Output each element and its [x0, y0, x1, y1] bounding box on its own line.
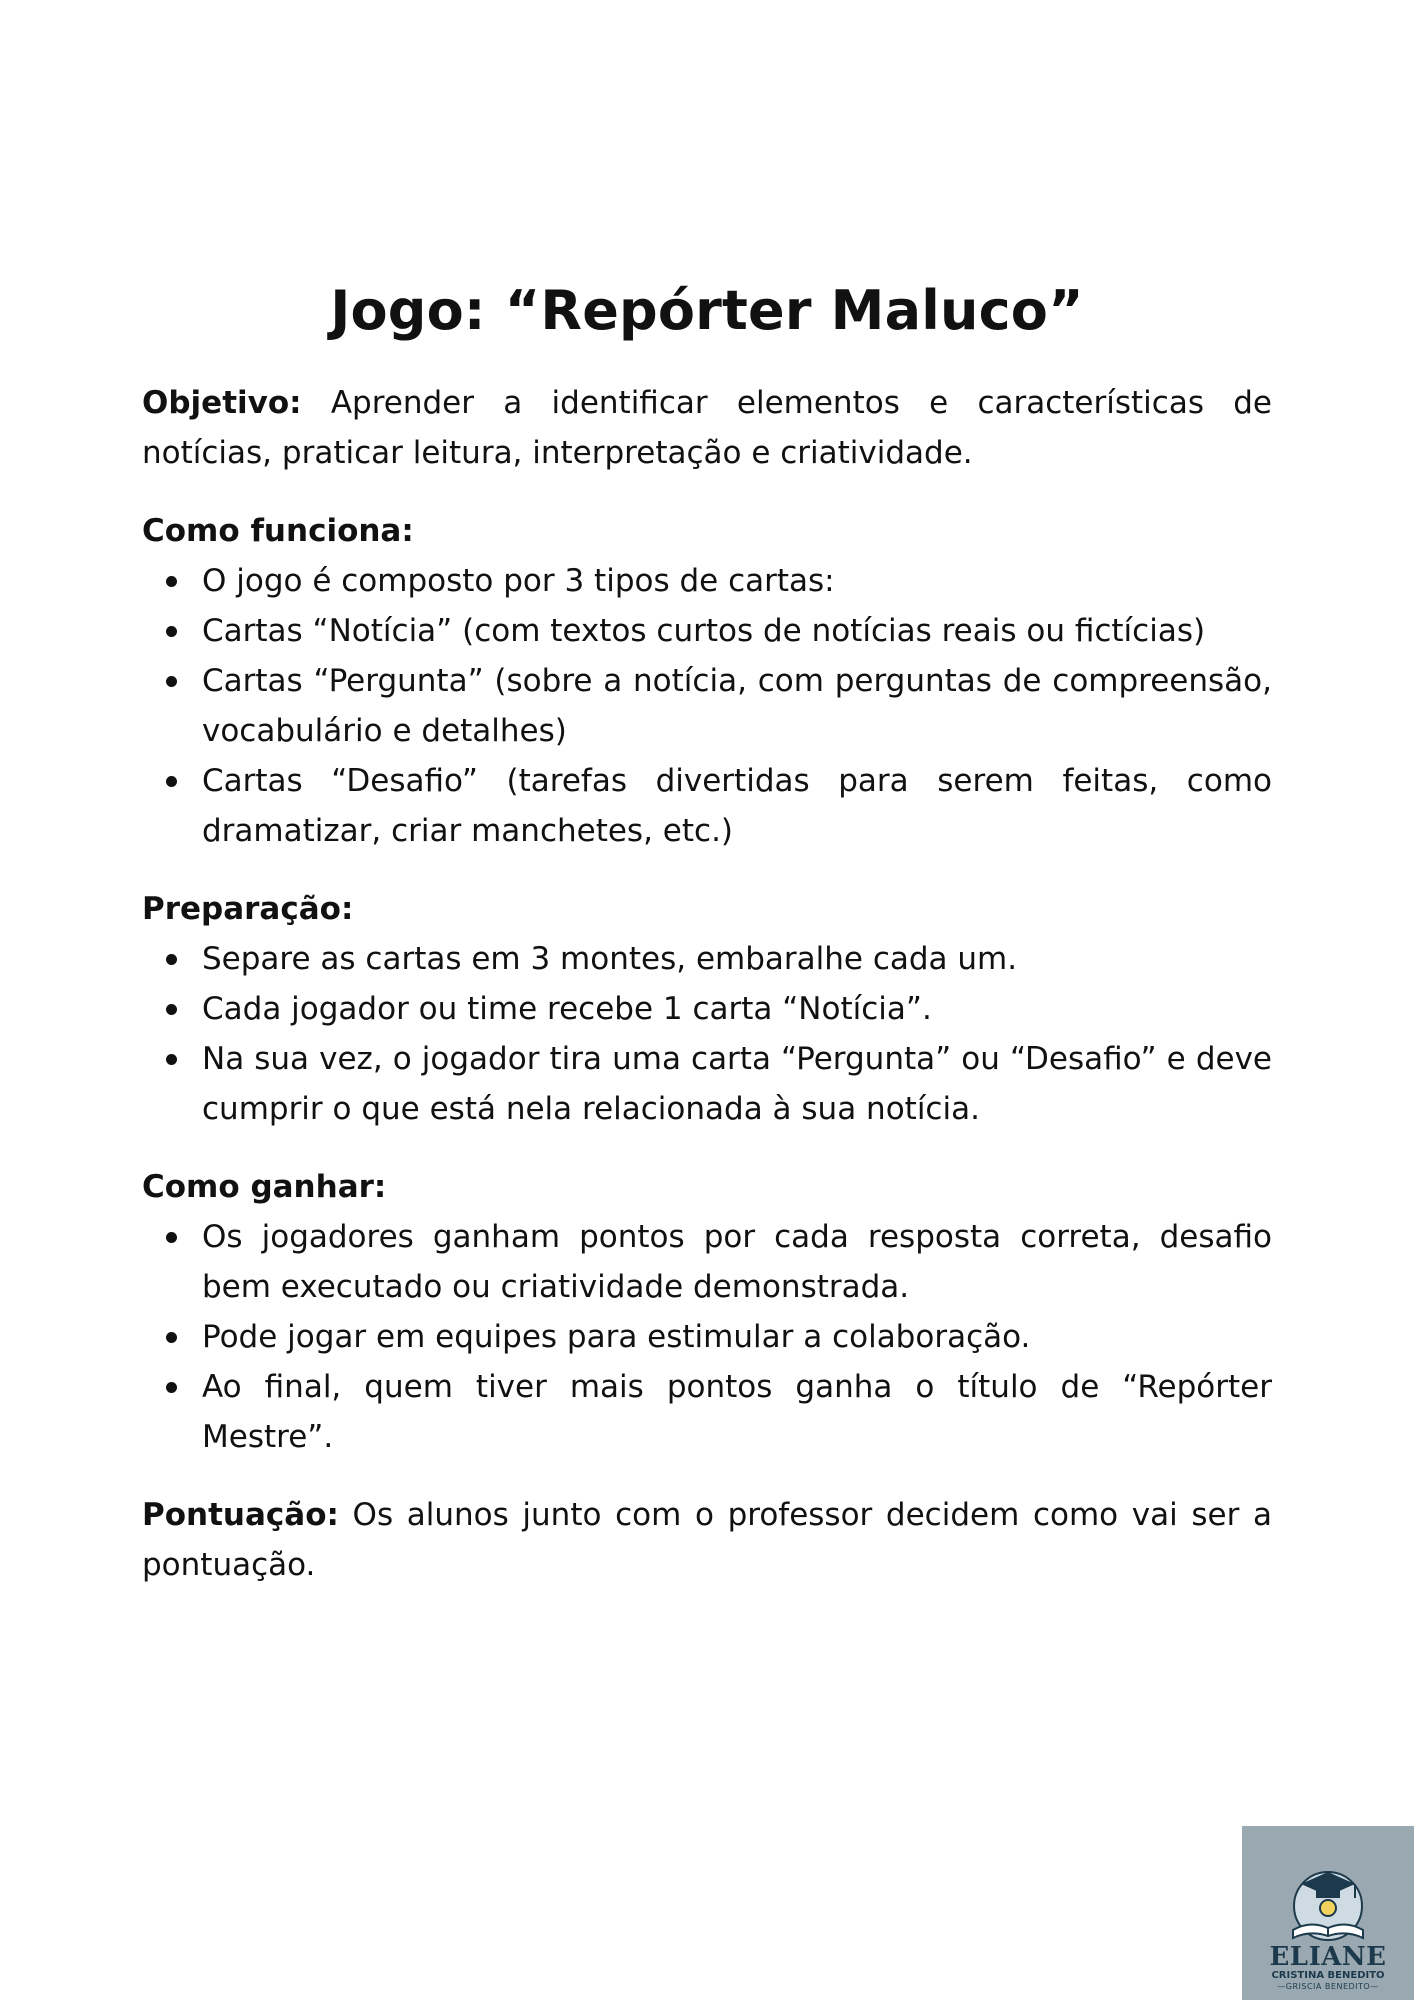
bullet-icon [166, 676, 177, 687]
pontuacao-paragraph [142, 1490, 1272, 1590]
objetivo-text: Aprender a identificar elementos e características de notícias, praticar leitura, interpretação e criatividade. [142, 385, 1272, 471]
logo-name: ELIANE [1269, 1942, 1387, 1972]
bullet-icon [166, 1004, 177, 1015]
graduation-cap-book-icon [1273, 1864, 1383, 1944]
logo-subtitle-secondary: —GRISCIA BENEDITO— [1277, 1982, 1379, 1991]
list-item: Cartas “Desafio” (tarefas divertidas para serem feitas, como dramatizar, criar manchetes, etc.) [142, 756, 1272, 856]
page-title: Jogo: “Repórter Maluco” [330, 279, 1084, 342]
list-item: O jogo é composto por 3 tipos de cartas: [142, 556, 1272, 606]
author-logo [1242, 1826, 1414, 2000]
bullet-icon [166, 1382, 177, 1393]
list-item: Os jogadores ganham pontos por cada resposta correta, desafio bem executado ou criatividade demonstrada. [142, 1212, 1272, 1312]
pontuacao-label: Pontuação: [142, 1497, 339, 1533]
como-funciona-list [142, 556, 1272, 856]
bullet-icon [166, 1332, 177, 1343]
list-item: Cartas “Notícia” (com textos curtos de notícias reais ou fictícias) [142, 606, 1272, 656]
bullet-icon [166, 954, 177, 965]
como-funciona-section [142, 506, 1272, 856]
preparacao-heading: Preparação: [142, 891, 354, 927]
como-ganhar-list [142, 1212, 1272, 1462]
list-item: Pode jogar em equipes para estimular a colaboração. [142, 1312, 1272, 1362]
list-item: Na sua vez, o jogador tira uma carta “Pergunta” ou “Desafio” e deve cumprir o que está nela relacionada à sua notícia. [142, 1034, 1272, 1134]
bullet-icon [166, 776, 177, 787]
logo-subtitle: CRISTINA BENEDITO [1271, 1970, 1385, 1981]
como-ganhar-section [142, 1162, 1272, 1462]
bullet-icon [166, 576, 177, 587]
como-funciona-heading: Como funciona: [142, 513, 414, 549]
document-body [142, 280, 1272, 1590]
list-item: Cada jogador ou time recebe 1 carta “Notícia”. [142, 984, 1272, 1034]
como-ganhar-heading: Como ganhar: [142, 1169, 387, 1205]
bullet-icon [166, 626, 177, 637]
objetivo-paragraph [142, 378, 1272, 478]
preparacao-list [142, 934, 1272, 1134]
list-item: Separe as cartas em 3 montes, embaralhe cada um. [142, 934, 1272, 984]
pontuacao-text: Os alunos junto com o professor decidem como vai ser a pontuação. [142, 1497, 1272, 1583]
list-item: Ao final, quem tiver mais pontos ganha o título de “Repórter Mestre”. [142, 1362, 1272, 1462]
bullet-icon [166, 1054, 177, 1065]
objetivo-label: Objetivo: [142, 385, 302, 421]
bullet-icon [166, 1232, 177, 1243]
preparacao-section [142, 884, 1272, 1134]
list-item: Cartas “Pergunta” (sobre a notícia, com perguntas de compreensão, vocabulário e detalhes) [142, 656, 1272, 756]
